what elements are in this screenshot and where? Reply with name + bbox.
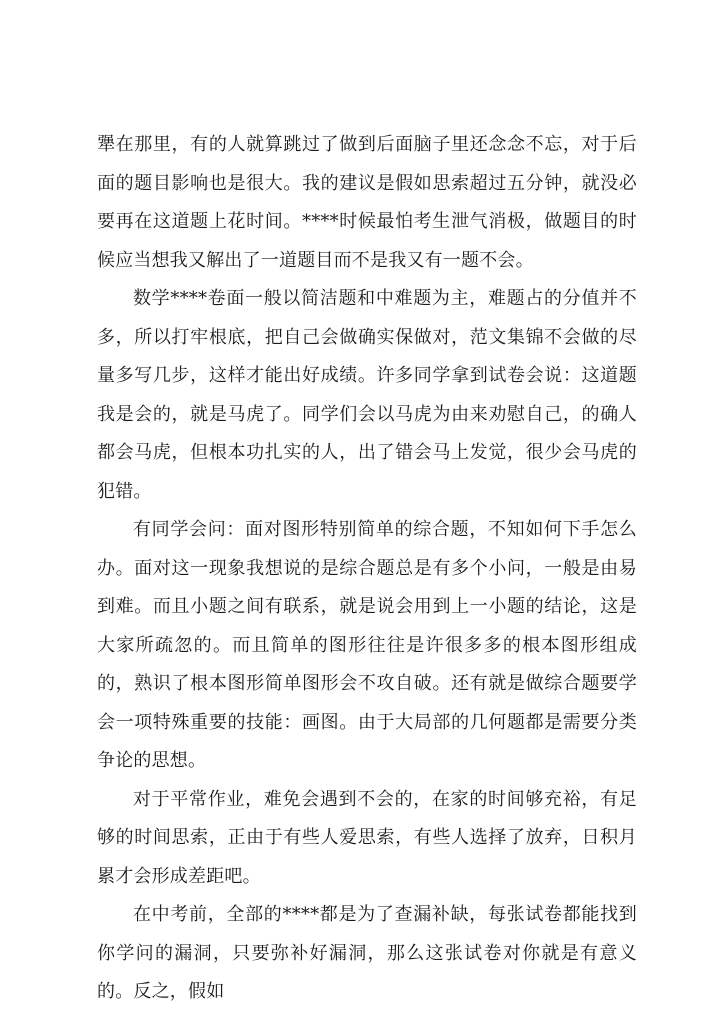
paragraph-3: 有同学会问：面对图形特别简单的综合题，不知如何下手怎么办。面对这一现象我想说的是综合题总是有多个小问，一般是由易到难。而且小题之间有联系，就是说会用到上一小题的结论，这是大家所疏忽的。而且简单的图形往往是许很多多的根本图形组成的，熟识了根本图形简单图形会不攻自破。还有就是做综合题要学会一项特殊重要的技能：画图。由于大局部的几何题都是需要分类争论的思想。 — [97, 519, 637, 771]
document-body — [97, 126, 637, 1012]
paragraph-2: 数学****卷面一般以简洁题和中难题为主，难题占的分值并不多，所以打牢根底，把自己会做确实保做对，范文集锦不会做的尽量多写几步，这样才能出好成绩。许多同学拿到试卷会说：这道题我是会的，就是马虎了。同学们会以马虎为由来劝慰自己，的确人都会马虎，但根本功扎实的人，出了错会马上发觉，很少会马虎的犯错。 — [97, 288, 637, 502]
paragraph-5: 在中考前，全部的****都是为了查漏补缺，每张试卷都能找到你学问的漏洞，只要弥补好漏洞，那么这张试卷对你就是有意义的。反之，假如 — [97, 904, 637, 1002]
paragraph-1: 犟在那里，有的人就算跳过了做到后面脑子里还念念不忘，对于后面的题目影响也是很大。我的建议是假如思索超过五分钟，就没必要再在这道题上花时间。****时候最怕考生泄气消极，做题目的时候应当想我又解出了一道题目而不是我又有一题不会。 — [97, 134, 637, 271]
paragraph-4: 对于平常作业，难免会遇到不会的，在家的时间够充裕，有足够的时间思索，正由于有些人爱思索，有些人选择了放弃，日积月累才会形成差距吧。 — [97, 788, 637, 887]
